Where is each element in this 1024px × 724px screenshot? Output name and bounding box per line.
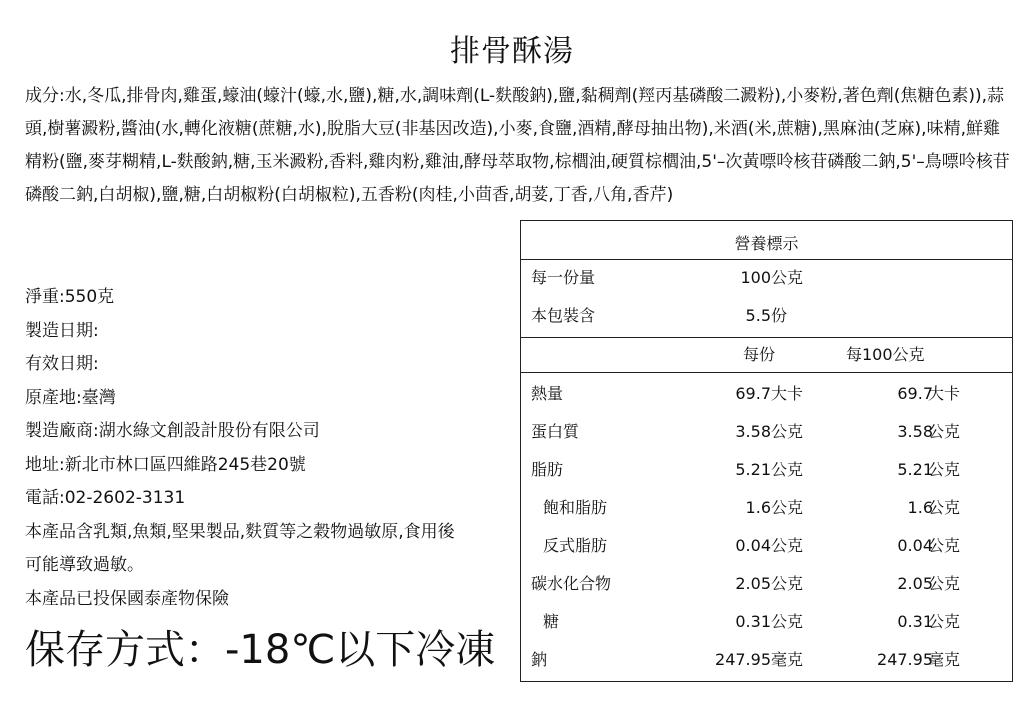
manufacture-date: 製造日期: xyxy=(25,320,99,341)
nutrient-unit-100g: 公克 xyxy=(928,536,961,555)
nutrient-row xyxy=(521,603,1012,641)
net-weight: 淨重:550克 xyxy=(25,287,115,307)
nutrient-row xyxy=(521,641,1012,679)
nutrient-value-100g: 1.6 xyxy=(907,498,933,517)
expiry-date: 有效日期: xyxy=(25,354,99,374)
nutrient-value-serving: 0.04 xyxy=(735,536,771,555)
nutrient-unit-100g: 公克 xyxy=(928,574,961,593)
nutrient-label: 飽和脂肪 xyxy=(543,498,608,517)
address: 地址:新北市林口區四維路245巷20號 xyxy=(25,454,306,475)
nutrient-value-100g: 0.31 xyxy=(897,612,933,631)
nutrient-label: 熱量 xyxy=(531,384,564,403)
nutrient-row xyxy=(521,489,1012,527)
product-info xyxy=(25,281,515,616)
nutrient-row xyxy=(521,375,1012,413)
nutrient-value-serving: 247.95 xyxy=(715,650,771,669)
nutrient-value-100g: 0.04 xyxy=(897,536,933,555)
allergen-notice: 本產品含乳類,魚類,堅果製品,麩質等之穀物過敏原,食用後 xyxy=(25,521,455,542)
nutrient-unit-100g: 公克 xyxy=(928,612,961,631)
nutrition-title: 營養標示 xyxy=(734,234,799,253)
origin: 原產地:臺灣 xyxy=(25,387,116,408)
servings-unit: 份 xyxy=(771,306,788,325)
serving-size-value: 100 xyxy=(740,268,771,287)
nutrient-unit-serving: 公克 xyxy=(771,422,804,441)
col-per-100g: 每100公克 xyxy=(846,345,925,364)
nutrient-value-serving: 3.58 xyxy=(735,422,771,441)
nutrient-value-100g: 2.05 xyxy=(897,574,933,593)
nutrient-label: 脂肪 xyxy=(531,460,564,479)
nutrition-table xyxy=(520,220,1013,682)
serving-size-row xyxy=(521,259,1012,297)
servings-row xyxy=(521,297,1012,335)
nutrient-unit-serving: 公克 xyxy=(771,460,804,479)
col-per-serving: 每份 xyxy=(743,345,776,364)
serving-size-unit: 公克 xyxy=(771,268,804,287)
nutrient-unit-100g: 公克 xyxy=(928,460,961,479)
allergen-notice-cont: 可能導致過敏。 xyxy=(25,555,144,575)
servings-label: 本包裝含 xyxy=(531,306,596,325)
product-title: 排骨酥湯 xyxy=(450,34,574,69)
nutrient-value-100g: 3.58 xyxy=(897,422,933,441)
nutrient-unit-serving: 毫克 xyxy=(771,650,804,669)
nutrient-row xyxy=(521,413,1012,451)
nutrient-label: 鈉 xyxy=(531,650,548,669)
ingredients-text: 成分:水,冬瓜,排骨肉,雞蛋,蠔油(蠔汁(蠔,水,鹽),糖,水,調味劑(L-麩酸鈉),鹽,黏稠劑(羥丙基磷酸二澱粉),小麥粉,著色劑(焦糖色素)),蒜頭,樹薯澱粉,醬油(水,轉化液糖(蔗糖,水),脫脂大豆(非基因改造),小麥,食鹽,酒精,酵母抽出物),米酒(米,蔗糖),黑麻油(芝麻),味精,鮮雞精粉(鹽,麥芽糊精,L-麩酸鈉,糖,玉米澱粉,香料,雞肉粉,雞油,酵母萃取物,棕櫚油,硬質棕櫚油,5'–次黃嘌呤核苷磷酸二鈉,5'–鳥嘌呤核苷磷酸二鈉,白胡椒),鹽,糖,白胡椒粉(白胡椒粒),五香粉(肉桂,小茴香,胡荽,丁香,八角,香芹) xyxy=(25,86,1010,205)
nutrient-value-100g: 5.21 xyxy=(897,460,933,479)
nutrient-label: 蛋白質 xyxy=(531,422,580,441)
nutrient-unit-100g: 公克 xyxy=(928,498,961,517)
nutrient-value-serving: 69.7 xyxy=(735,384,771,403)
nutrient-value-100g: 69.7 xyxy=(897,384,933,403)
storage-method: 保存方式：-18℃以下冷凍 xyxy=(25,627,496,673)
nutrient-label: 反式脂肪 xyxy=(543,536,608,555)
nutrient-value-serving: 5.21 xyxy=(735,460,771,479)
nutrient-unit-serving: 公克 xyxy=(771,498,804,517)
column-header-row xyxy=(521,336,1012,374)
nutrient-label: 糖 xyxy=(543,612,560,631)
nutrient-value-serving: 2.05 xyxy=(735,574,771,593)
serving-size-label: 每一份量 xyxy=(531,268,596,287)
nutrient-value-serving: 1.6 xyxy=(745,498,771,517)
nutrient-unit-serving: 公克 xyxy=(771,536,804,555)
nutrient-unit-100g: 公克 xyxy=(928,422,961,441)
nutrient-row xyxy=(521,565,1012,603)
servings-value: 5.5 xyxy=(745,306,771,325)
nutrient-unit-serving: 公克 xyxy=(771,574,804,593)
phone: 電話:02-2602-3131 xyxy=(25,488,186,508)
nutrient-row xyxy=(521,451,1012,489)
nutrient-value-100g: 247.95 xyxy=(877,650,933,669)
insurance-notice: 本產品已投保國泰產物保險 xyxy=(25,588,229,609)
nutrient-unit-serving: 大卡 xyxy=(771,384,804,403)
nutrient-value-serving: 0.31 xyxy=(735,612,771,631)
divider xyxy=(521,372,1012,373)
nutrient-unit-serving: 公克 xyxy=(771,612,804,631)
manufacturer: 製造廠商:湖水綠文創設計股份有限公司 xyxy=(25,421,320,441)
nutrient-row xyxy=(521,527,1012,565)
nutrient-unit-100g: 毫克 xyxy=(928,650,961,669)
nutrient-label: 碳水化合物 xyxy=(531,574,612,593)
nutrient-unit-100g: 大卡 xyxy=(928,384,961,403)
